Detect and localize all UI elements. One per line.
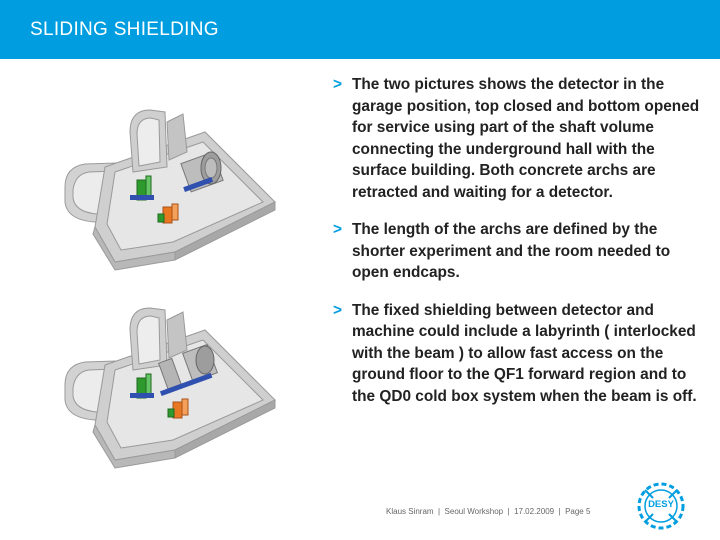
bullet-text: The fixed shielding between detector and machine could include a labyrinth ( interlocked with the beam ) to allow fast access on the ground floor to the QF1 forward region and to the QD0 cold box system when the beam is off. <box>352 301 697 405</box>
bullet-item <box>333 300 703 408</box>
bullet-item <box>333 74 703 203</box>
detector-garage-bottom-open-illustration <box>55 290 295 470</box>
footer-text: Klaus Sinram | Seoul Workshop | 17.02.2009 | Page 5 <box>386 507 591 516</box>
detector-garage-top-closed-illustration <box>55 92 295 272</box>
bullet-item <box>333 219 703 284</box>
bullet-marker: > <box>333 221 342 238</box>
bullet-marker: > <box>333 76 342 93</box>
bullet-marker: > <box>333 301 342 319</box>
logo-text: DESY <box>648 499 674 510</box>
header-bar <box>0 0 720 59</box>
slide-title: SLIDING SHIELDING <box>30 19 219 40</box>
bullet-text: The length of the archs are defined by the shorter experiment and the room needed to open endcaps. <box>352 221 671 281</box>
bullet-list <box>333 74 703 423</box>
bullet-text: The two pictures shows the detector in the garage position, top closed and bottom opened for service using part of the shaft volume connecting the underground hall with the surface building. Both concrete archs are retracted and waiting for a detector. <box>352 76 700 201</box>
desy-logo <box>635 480 687 532</box>
